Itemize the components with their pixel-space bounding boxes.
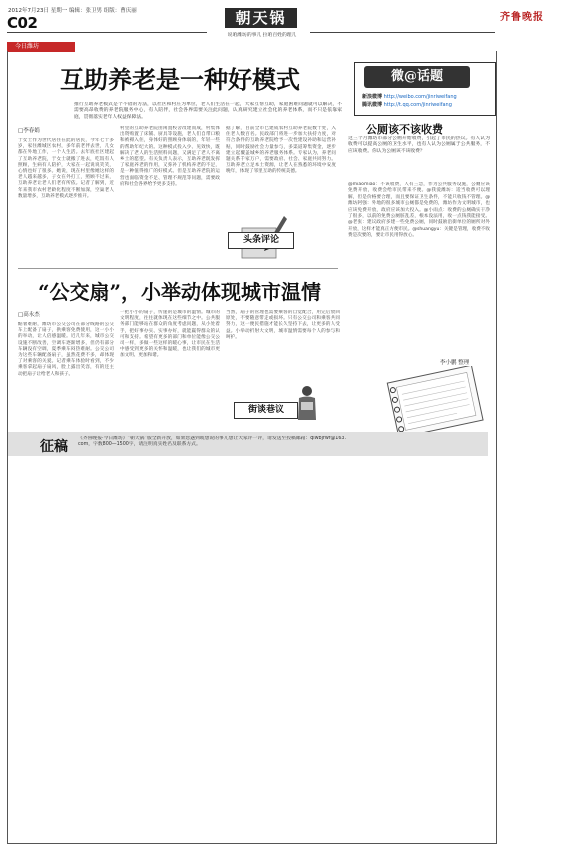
article1-byline: □李春娟 bbox=[18, 128, 40, 134]
header-rule-right bbox=[310, 32, 495, 33]
article1-col2: 村里的互助养老院由闲置校舍改建而成，村集体出资购置了床铺、厨具等设施，老人们自带口粮和被褥入住，身体好的照顾身体弱的，年轻一些的帮助年纪大的。这种模式投入少、见效快，既解决了老人的生活照料问题，又满足了老人不离乡土的愿望。有关负责人表示，互助养老既发挥了家庭养老的作用，又弥补了机构养老的不足，是一种值得推广的好模式。但是互助养老院的运营也面临资金不足、管理不规范等问题，需要政府和社会各界给予更多支持。 bbox=[120, 126, 220, 187]
topic-title: 公厕该不该收费 bbox=[366, 123, 443, 136]
article1-title: 互助养老是一种好模式 bbox=[60, 65, 300, 94]
section-label: 今日潍坊 bbox=[7, 42, 75, 52]
notebook-illustration-icon bbox=[374, 366, 492, 436]
headline-comment-badge: 头条评论 bbox=[228, 232, 294, 249]
header-rule-left bbox=[7, 32, 207, 33]
paper-logo: 齐鲁晚报 bbox=[500, 12, 544, 23]
article2-title: “公交扇”，小举动体现城市温情 bbox=[38, 280, 322, 304]
street-comment-badge: 街谈巷议 bbox=[234, 402, 298, 419]
tencent-label: 腾讯微博 bbox=[362, 102, 383, 108]
footer-text: 《齐鲁晚报·今日潍坊》“朝天锅”版全新开放，如果您遇到或想说的事儿想让大家评一评，请发送至投稿邮箱：qlwbjrwf@163.com，字数800—1500字，请注明真实姓名及联系方式。 bbox=[78, 436, 346, 448]
topic-comments: @miaomiao：不该收费，人有三急，作为公共服务设施，公厕应该免费开放，收费会给市民带来不便。@我爱潍坊：适当收费可以理解，但是价格要合理，而且要保证卫生条件，不能只收钱不管理。@潍坊阿强：外地的很多城市公厕都是免费的，潍坊作为文明城市，也应该免费开放，政府应该加大投入。@小雨点：收费的公厕确实干净了很多，以前的免费公厕脏乱差，根本没法用，收一点钱我能接受。@老张：建议政府多建一些免费公厕，同时鼓励沿街单位的厕所对外开放，这样才能真正方便市民。@shuangyu：关键是管理，收费不收费是次要的，要让市民用得放心。 bbox=[348, 182, 490, 239]
masthead-subtitle: 说咱潍坊的事儿 拉咱百姓的理儿 bbox=[227, 33, 297, 38]
article2-col3: 当然，扇子的管理也需要乘客的自觉配合，用完后放回原处，不要随意带走或损坏。只有公交公司和乘客共同努力，这一便民措施才能长久坚持下去，让更多的人受益。小举动折射大文明，城市温情需要每个人的参与和呵护。 bbox=[226, 310, 340, 340]
sina-weibo-line bbox=[362, 94, 492, 100]
article2-col2: 一把小小的扇子，传递的是城市的温情。城市的文明程度，往往就体现在这些细节之中。公共服务部门能够站在群众的角度考虑问题，从小处着手，把好事办实、实事办好，就能赢得群众的认可和支持。希望有更多的部门和单位能像公交公司一样，多做一些这样的暖心事，让市民在生活中感受到更多的关怀和温暖，也让我们的城市更加文明、更加和谐。 bbox=[120, 310, 220, 359]
sina-link[interactable]: http://weibo.com/jinriweifang bbox=[383, 94, 457, 100]
tencent-link[interactable]: http://t.qq.com/jinriweifang bbox=[383, 102, 452, 108]
page-code: C02 bbox=[7, 14, 38, 32]
topic-intro: 这三个月潍坊市部分公厕开始收费，引起了市民的热议。有人认为收费可以提高公厕的卫生水平，也有人认为公厕属于公共服务，不应该收费。你认为公厕该不该收费？ bbox=[348, 136, 490, 154]
footer-label: 征稿 bbox=[40, 439, 68, 455]
article2-byline: □高永杰 bbox=[18, 312, 40, 318]
article1-col3: 据了解，目前全市已建成农村互助养老院数十处，入住老人数百名。民政部门将进一步加大扶持力度，对符合条件的互助养老院给予一次性建设补助和运营补贴，同时鼓励社会力量参与，多渠道筹集资金，逐步建立起覆盖城乡的养老服务体系。专家认为，养老问题关系千家万户，需要政府、社会、家庭共同努力。互助养老立足本土资源，让老人在熟悉的环境中安度晚年，体现了邻里互助的传统美德。 bbox=[226, 126, 336, 175]
masthead: 朝天锅 bbox=[225, 8, 297, 28]
article1-col1: 于女士作为世代居住在此的居民，今年七十多岁，家住潍城区农村，多年前老伴去世，儿女都在外地工作，一个人生活。去年底社区建起了互助养老院，于女士就搬了进去，吃饭有人照顾，生病有人陪护，大家在一起说说笑笑，心情也好了很多。她说，现在村里像她这样的老人越来越多，子女在外打工，照顾不过来，互助养老让老人们老有所依。记者了解到，近年来我市农村老龄化程度不断加深，空巢老人数量增多，互助养老模式逐步推开。 bbox=[18, 138, 114, 199]
tencent-weibo-line bbox=[362, 102, 492, 108]
article2-col1: 酷暑难耐，潍坊市公交公司在部分线路的公交车上配备了扇子，供乘客免费使用，这一小小的举动，让人倍感温暖。近几年来，城市公交设施不断改善，空调车逐渐增多，但仍有部分车辆没有空调，夏季乘车闷热难耐。公交公司为这些车辆配备扇子，虽然花费不多，却体现了对乘客的关爱。记者乘车体验时看到，不少乘客拿起扇子扇风，脸上露出笑容，有的还主动把扇子让给老人和孩子。 bbox=[18, 322, 114, 377]
sina-label: 新浪微博 bbox=[362, 94, 383, 100]
topic-editor: 李小鹏 整理 bbox=[440, 360, 470, 366]
date-line: 2012年7月23日 星期一 编辑：张卫男 组版：曹庆丽 bbox=[8, 8, 137, 14]
article1-lead: 推行互助养老模式是个不错的方法，以社区和村庄为单位，老人们生活在一起，大家互帮互助，家庭困难问题就可以解决，不需要高昂收费的养老院服务中心，有人陪伴，社会各界需要关注此问题，认真研究建立社会化的养老体系，而不只是依靠家庭，贯彻落实老年人权益保障法。 bbox=[74, 102, 342, 120]
weibo-topic-title: 微@话题 bbox=[364, 66, 470, 88]
article-divider bbox=[18, 268, 338, 269]
